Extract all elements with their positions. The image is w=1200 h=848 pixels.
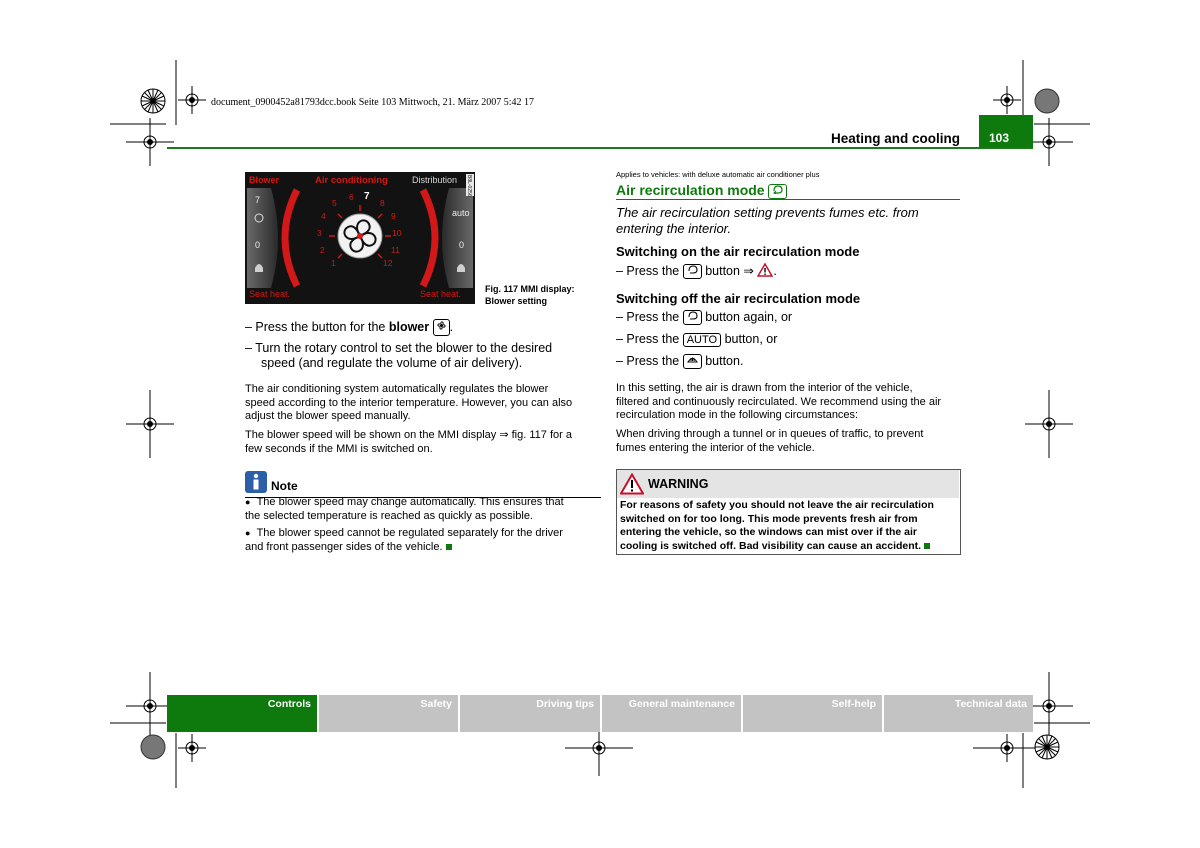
subheading-switch-on: Switching on the air recirculation mode — [616, 244, 860, 259]
note-item-1: ● The blower speed may change automatically. This ensures that the selected temperature is reached as quickly as possible. — [245, 496, 564, 522]
figure-caption — [485, 283, 575, 307]
mmi-tab-air-conditioning: Air conditioning — [315, 175, 388, 186]
footer-tab-controls[interactable]: Controls — [167, 695, 317, 732]
text-line: In this setting, the air is drawn from the interior of the vehicle, — [616, 382, 913, 394]
applies-to: Applies to vehicles: with deluxe automatic air conditioner plus — [616, 170, 820, 179]
dial-number: 8 — [380, 198, 385, 208]
dial-number: 2 — [320, 245, 325, 255]
warning-text — [620, 499, 934, 553]
mmi-left-value-mid: 0 — [255, 240, 261, 250]
step-text: button, or — [724, 332, 778, 346]
dial-number: 11 — [391, 245, 400, 255]
mmi-tab-blower: Blower — [249, 175, 280, 185]
text-line: The blower speed cannot be regulated separately for the driver — [256, 527, 563, 539]
file-header: document_0900452a81793dcc.book Seite 103 Mittwoch, 21. März 2007 5:42 17 — [211, 97, 535, 108]
paragraph-auto-regulation — [245, 383, 572, 424]
dial-number: 5 — [332, 198, 337, 208]
text-line: and front passenger sides of the vehicle. — [245, 540, 443, 553]
section-intro — [616, 205, 919, 237]
footer-tab-driving-tips[interactable]: Driving tips — [460, 695, 600, 732]
footer-tab-general-maintenance[interactable]: General maintenance — [602, 695, 741, 732]
step-text: – Press the button for the — [245, 319, 389, 334]
blower-button-key — [433, 319, 450, 336]
info-icon — [245, 471, 267, 493]
text-line: The blower speed may change automatically. This ensures that — [256, 496, 564, 508]
dial-number: 6 — [349, 192, 354, 202]
recirculation-button-key — [683, 310, 702, 325]
end-marker — [924, 543, 930, 549]
text-line: speed according to the interior temperature. However, you can also — [245, 396, 573, 409]
recirculation-icon — [687, 311, 698, 320]
step-switch-on: – Press the button ⇒ . — [616, 264, 777, 278]
paragraph-mmi-display — [245, 429, 572, 456]
step-text: button again, or — [705, 310, 793, 324]
dial-number: 10 — [392, 228, 402, 238]
step-text: button ⇒ — [705, 264, 754, 278]
mmi-right-value-mid: 0 — [459, 240, 465, 250]
header-rule — [167, 147, 1033, 149]
dial-number: 12 — [383, 258, 393, 268]
footer-tab-self-help[interactable]: Self-help — [743, 695, 882, 732]
paragraph-tunnel — [616, 428, 923, 455]
recirculation-button-key — [683, 264, 702, 279]
mmi-seat-heat-right: Seat heat. — [420, 289, 462, 299]
text-line: filtered and continuously recirculated. We recommend using the air — [616, 395, 942, 408]
text-line: For reasons of safety you should not leave the air recirculation — [620, 499, 934, 511]
warning-triangle-icon — [620, 473, 644, 495]
step-turn-rotary — [245, 341, 552, 371]
dial-number: 4 — [321, 211, 326, 221]
text-line: When driving through a tunnel or in queues of traffic, to prevent — [616, 428, 924, 440]
text-line: The air recirculation setting prevents fumes etc. from — [616, 205, 919, 220]
section-rule — [616, 199, 960, 200]
text-line: entering the vehicle, so the windows can mist over if the air — [620, 526, 917, 538]
step-text: – Press the — [616, 264, 680, 278]
step-text: button. — [705, 354, 744, 368]
section-title-text: Air recirculation mode — [616, 182, 765, 198]
step-switch-off-3 — [616, 354, 743, 369]
left-side-panel — [247, 188, 278, 288]
text-line: cooling is switched off. Bad visibility can cause an accident. — [620, 539, 922, 552]
text-line: entering the interior. — [616, 221, 732, 236]
footer-tab-technical-data[interactable]: Technical data — [884, 695, 1033, 732]
info-icon-glyph — [245, 471, 267, 493]
text-line: fumes entering the interior of the vehicle. — [616, 441, 815, 454]
end-marker — [446, 544, 452, 550]
defrost-button-key — [683, 354, 702, 369]
step-text: – Press the — [616, 332, 680, 346]
step-switch-off-2 — [616, 332, 777, 347]
step-press-blower — [245, 319, 453, 336]
footer-tab-safety[interactable]: Safety — [319, 695, 458, 732]
text-line: The air conditioning system automatically regulates the blower — [245, 383, 549, 395]
step-text: – Press the — [616, 310, 680, 324]
step-text: – Press the — [616, 354, 680, 368]
page-number: 103 — [988, 131, 1010, 145]
mmi-right-value-top: auto — [452, 208, 470, 218]
dial-number: 3 — [317, 228, 322, 238]
mmi-left-value-top: 7 — [255, 195, 261, 205]
fan-icon — [436, 320, 447, 331]
warning-triangle-icon — [757, 263, 773, 277]
mmi-tab-distribution: Distribution — [412, 175, 458, 185]
right-side-panel — [442, 188, 473, 288]
step-switch-off-1 — [616, 310, 792, 325]
subheading-switch-off: Switching off the air recirculation mode — [616, 291, 861, 306]
recirculation-glyph — [772, 185, 783, 194]
recirculation-icon — [768, 184, 787, 199]
image-code: B8L-0256 — [466, 175, 472, 197]
dial-number: 9 — [391, 211, 396, 221]
defrost-icon — [687, 355, 698, 364]
page-title: Heating and cooling — [830, 131, 960, 146]
dial-number: 1 — [331, 258, 336, 268]
mmi-display-figure — [245, 172, 475, 304]
text-line: switched on for too long. This mode prevents fresh air from — [620, 512, 918, 525]
text-line: The blower speed will be shown on the MMI display ⇒ fig. 117 for a — [245, 429, 572, 441]
auto-button-key: AUTO — [683, 333, 721, 347]
warning-title: WARNING — [648, 477, 709, 491]
mmi-seat-heat-left: Seat heat. — [249, 289, 291, 299]
step-text: . — [449, 319, 454, 334]
note-title: Note — [271, 479, 298, 493]
note-item-2: ● The blower speed cannot be regulated separately for the driver and front passenger sides of the vehicle. — [245, 527, 563, 553]
text-line: few seconds if the MMI is switched on. — [245, 442, 433, 455]
paragraph-recirculation-explanation — [616, 382, 941, 423]
text-line: recirculation mode in the following circumstances: — [616, 409, 859, 421]
step-text-line: – Turn the rotary control to set the blower to the desired — [245, 341, 553, 355]
step-text-line: speed (and regulate the volume of air delivery). — [261, 356, 523, 370]
figure-caption-line: Fig. 117 MMI display: — [485, 284, 575, 294]
dial-selected-number: 7 — [364, 191, 370, 202]
figure-caption-line: Blower setting — [485, 296, 548, 306]
step-bold-text: blower — [388, 319, 430, 334]
recirculation-icon — [687, 265, 698, 274]
text-line: the selected temperature is reached as quickly as possible. — [245, 509, 533, 522]
section-title — [616, 182, 787, 199]
mmi-display-graphic — [245, 172, 475, 304]
text-line: adjust the blower speed manually. — [245, 410, 411, 422]
